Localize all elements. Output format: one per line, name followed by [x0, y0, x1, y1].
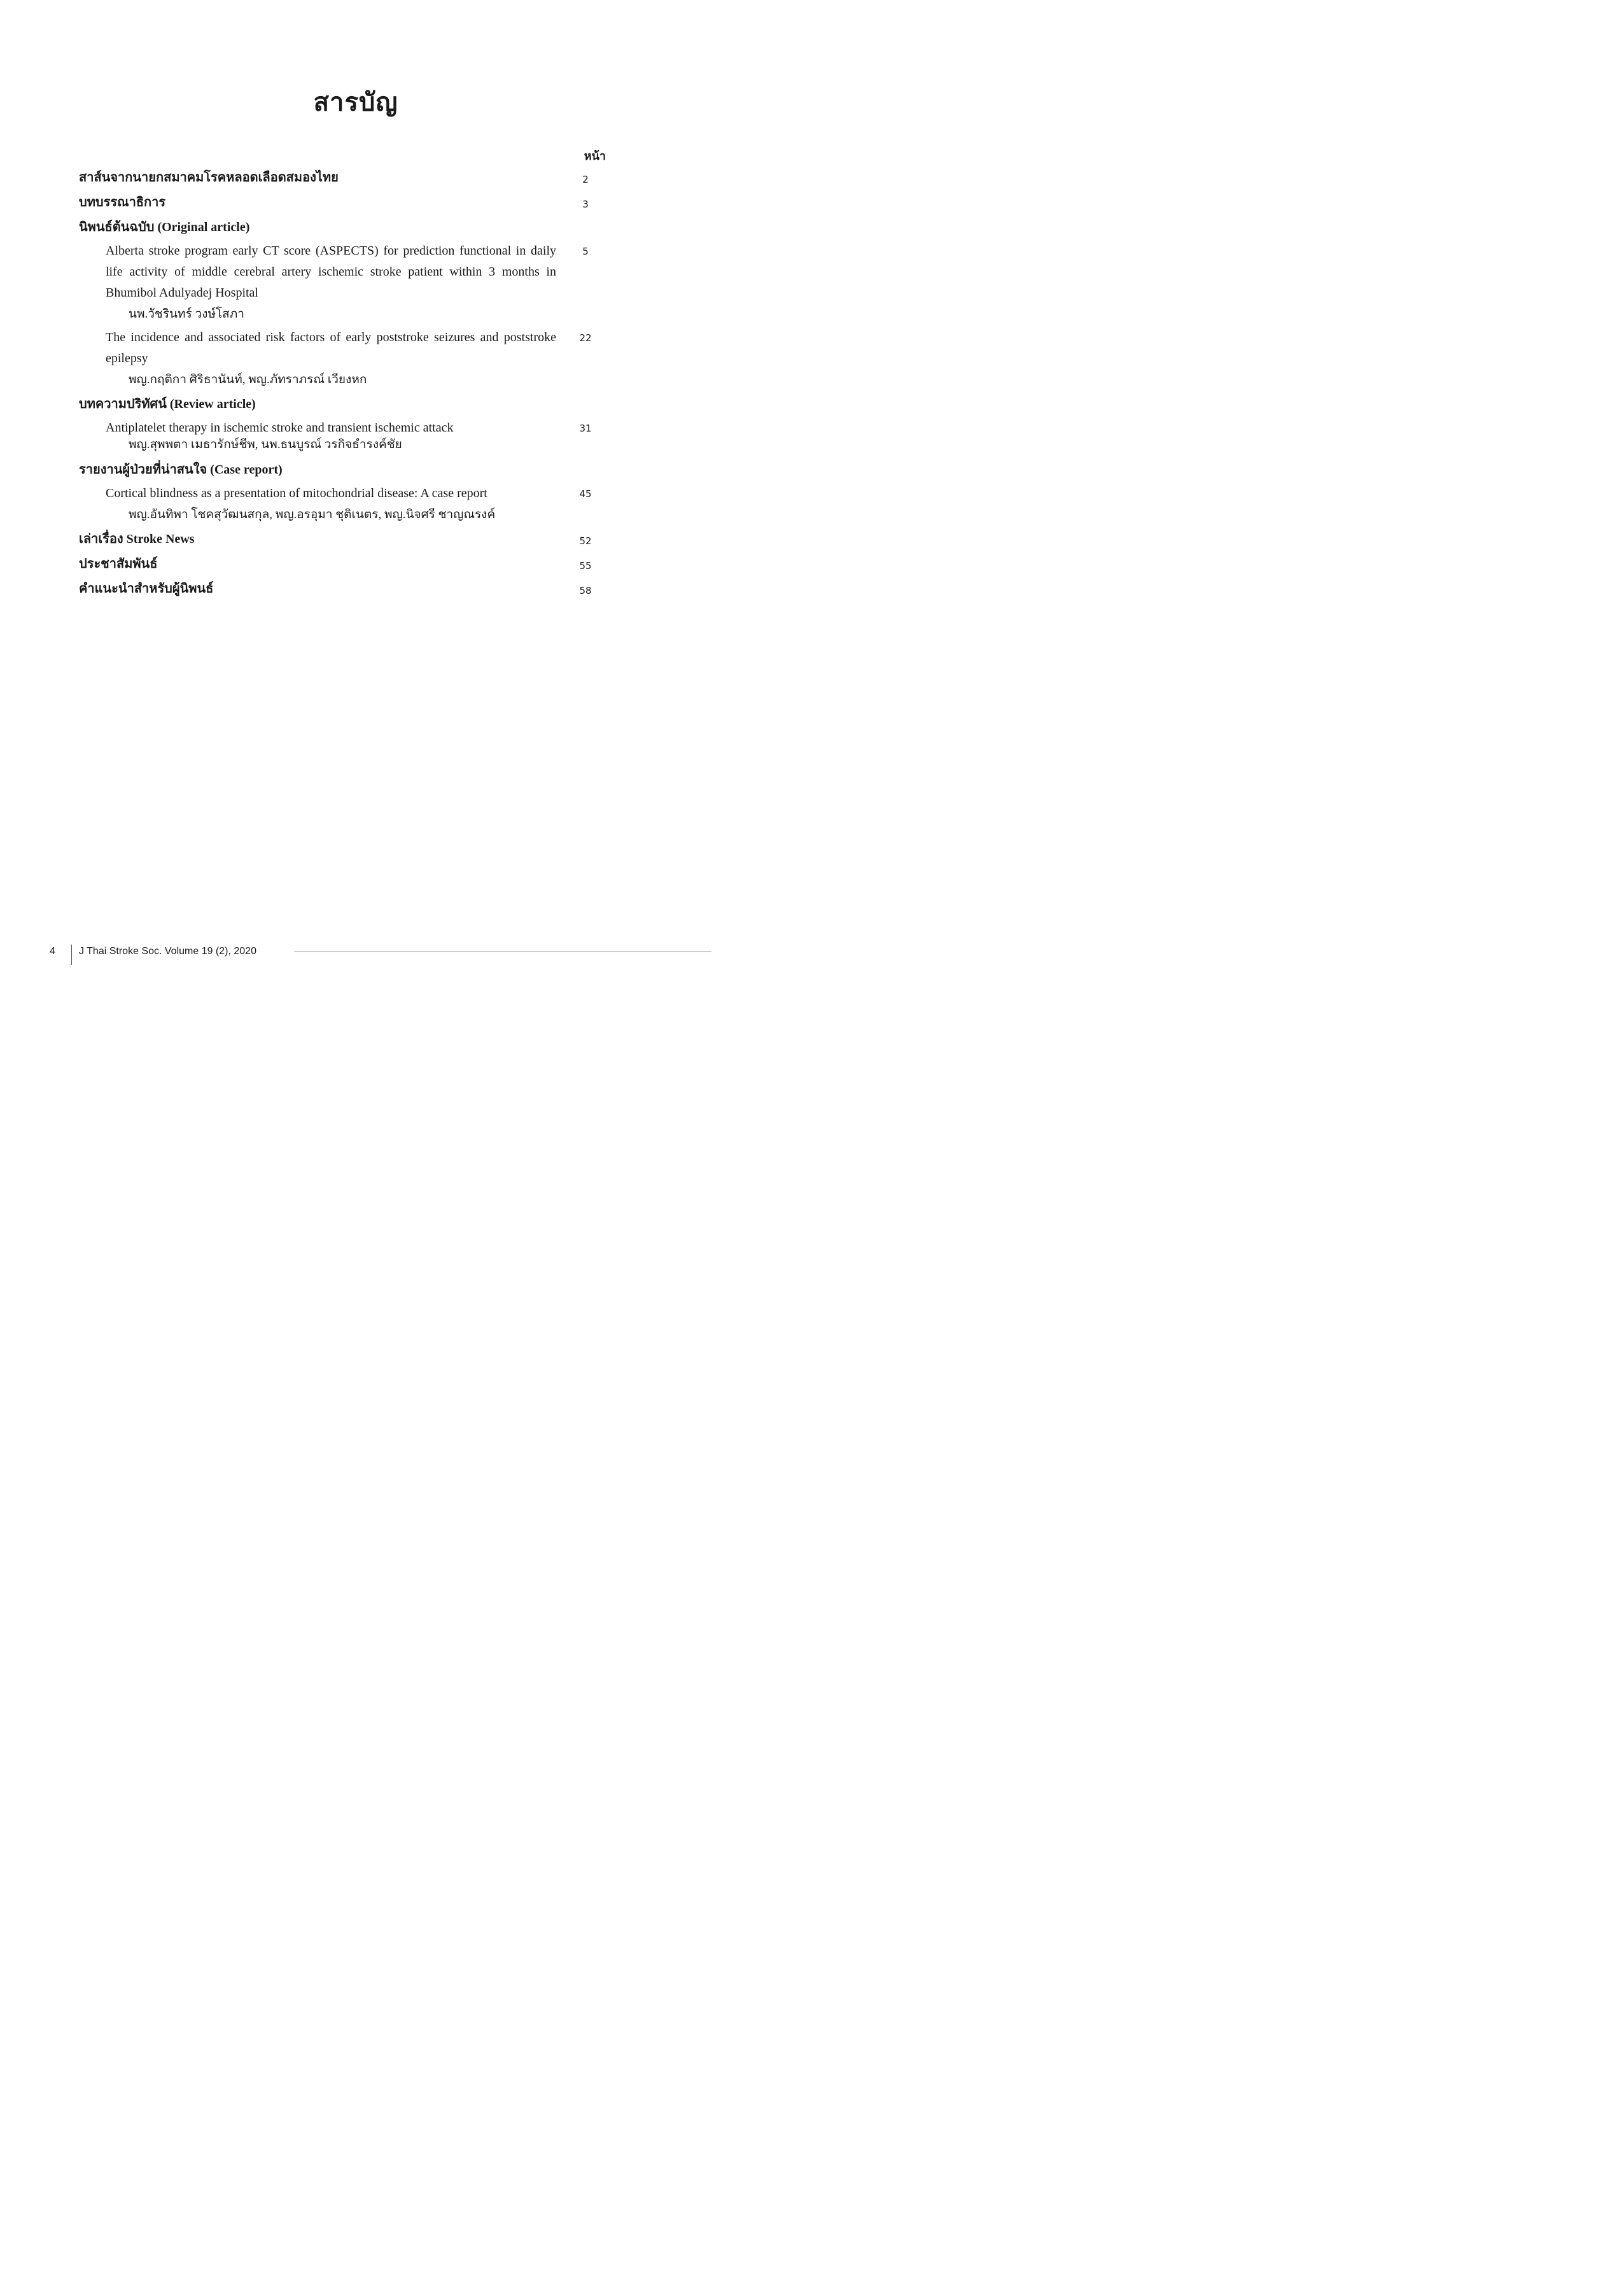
toc-entry-author-instructions	[79, 577, 607, 601]
toc-page-number: 45	[579, 488, 592, 500]
toc-page-number: 2	[582, 174, 589, 185]
footer-divider	[71, 945, 72, 965]
page-title: สารบัญ	[313, 88, 398, 117]
article-title: Alberta stroke program early CT score (ASPECTS) for prediction functional in daily life activity of middle cerebral artery ischemic stroke patient within 3 months in Bhumibol Adulyadej Hospital	[106, 244, 556, 300]
toc-page-number: 55	[579, 560, 592, 572]
toc-page-number: 22	[579, 332, 592, 344]
toc-entry-announcements	[79, 552, 607, 577]
toc-page-number: 3	[582, 199, 589, 210]
toc-article-cortical-blindness	[79, 483, 607, 504]
toc-entry-editorial	[79, 190, 607, 215]
toc-article-aspects	[79, 241, 607, 304]
toc-section-case-report	[79, 458, 607, 482]
toc-article-antiplatelet	[79, 418, 607, 439]
article-authors: พญ.กฤติกา ศิริธานันท์, พญ.ภัทราภรณ์ เวียงหก	[129, 373, 367, 386]
toc-entry-title: บทบรรณาธิการ	[79, 195, 166, 209]
article-authors: นพ.วัชรินทร์ วงษ์โสภา	[129, 307, 244, 321]
toc-entry-title: สาส์นจากนายกสมาคมโรคหลอดเลือดสมองไทย	[79, 171, 339, 185]
article-title: The incidence and associated risk factors of early poststroke seizures and poststroke epilepsy	[106, 330, 556, 365]
page-footer	[0, 945, 711, 966]
toc-page-number: 52	[579, 535, 592, 547]
toc-entry-stroke-news	[79, 527, 607, 552]
footer-page-number: 4	[50, 946, 55, 957]
toc-section-original-article	[79, 215, 607, 240]
article-authors: พญ.สุพพตา เมธารักษ์ชีพ, นพ.ธนบูรณ์ วรกิจธำรงค์ชัย	[129, 438, 402, 451]
footer-journal-citation: J Thai Stroke Soc. Volume 19 (2), 2020	[79, 946, 256, 957]
toc-section-review-article	[79, 392, 607, 417]
toc-entry-title: ประชาสัมพันธ์	[79, 557, 158, 571]
toc-article-poststroke-seizures	[79, 327, 607, 369]
toc-page-number: 58	[579, 585, 592, 596]
toc-page-number: 31	[579, 423, 592, 434]
toc-page-number: 5	[582, 246, 589, 257]
article-authors: พญ.อันทิพา โชคสุวัฒนสกุล, พญ.อรอุมา ชุติเนตร, พญ.นิจศรี ชาญณรงค์	[129, 508, 496, 521]
page-column-header: หน้า	[584, 150, 606, 162]
section-heading: รายงานผู้ป่วยที่น่าสนใจ (Case report)	[79, 463, 283, 477]
toc-entry-president-message	[79, 165, 607, 190]
toc-entry-title: คำแนะนำสำหรับผู้นิพนธ์	[79, 582, 214, 596]
article-title: Cortical blindness as a presentation of mitochondrial disease: A case report	[106, 486, 487, 500]
toc-entry-title: เล่าเรื่อง Stroke News	[79, 532, 195, 546]
article-title: Antiplatelet therapy in ischemic stroke and transient ischemic attack	[106, 421, 454, 435]
section-heading: นิพนธ์ต้นฉบับ (Original article)	[79, 220, 250, 234]
section-heading: บทความปริทัศน์ (Review article)	[79, 397, 256, 411]
table-of-contents	[79, 146, 607, 601]
